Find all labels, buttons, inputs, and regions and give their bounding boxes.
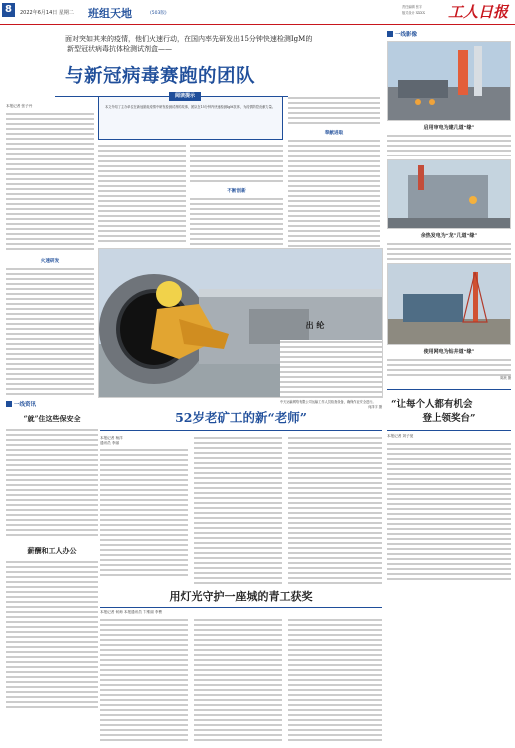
main-byline: 本报记者 张子丹 xyxy=(6,104,33,108)
news-brief-title: 一线资讯 xyxy=(14,402,37,408)
heat-plant-illustration xyxy=(388,160,511,229)
subhead-dedication: 奉献进取 xyxy=(324,131,344,136)
body-text-block xyxy=(6,112,94,252)
story-3-headline: 用灯光守护一座城的青工获奖 xyxy=(169,590,313,603)
body-text-block xyxy=(387,442,511,580)
body-text-block xyxy=(387,242,511,260)
news-brief-tag xyxy=(6,400,98,408)
body-text-block xyxy=(194,436,282,586)
story-2-headline: 52岁老矿工的新“老师” xyxy=(175,410,307,425)
subhead-innovation: 不断创新 xyxy=(227,189,246,194)
story-3-byline: 本报记者 何师 本报通讯员 卞维丽 李曹 xyxy=(100,610,163,614)
news-brief-column xyxy=(6,400,98,740)
photo-caption-title: 出 纶 xyxy=(305,320,325,330)
body-text-block xyxy=(100,618,188,744)
story-3 xyxy=(100,588,382,744)
power-plant-photo-1 xyxy=(387,41,511,121)
drilling-rig-illustration xyxy=(388,264,511,345)
body-text-block xyxy=(6,267,94,397)
section-title: 班组天地 xyxy=(88,7,132,20)
kicker-line-1: 面对突如其来的疫情，他们火速行动，在国内率先研发出15分钟快速检测IgM的 xyxy=(65,35,313,43)
story-2-col-1 xyxy=(100,436,188,586)
body-text-block xyxy=(288,618,382,744)
body-text-block xyxy=(190,144,283,184)
body-text-block xyxy=(194,618,282,744)
body-text-block xyxy=(288,139,380,247)
kicker xyxy=(65,34,385,54)
right-column xyxy=(387,30,511,744)
newspaper-logo: 工人日报 xyxy=(448,3,509,21)
body-text-block xyxy=(288,96,380,126)
main-headline: 与新冠病毒赛跑的团队 xyxy=(65,66,256,87)
photo-3-caption: 使用网电为钻井道“缘” xyxy=(423,349,475,355)
photo-2-caption: 余热发电为“龙”几道“缘” xyxy=(420,233,478,239)
page-number-badge xyxy=(2,3,15,17)
section-marker-icon xyxy=(387,31,393,37)
issue-date: 2022年6月14日 星期二 xyxy=(20,10,74,16)
intro-box-title: 阅读提示 xyxy=(169,92,201,101)
masthead-rule xyxy=(0,24,515,25)
photo-1-caption: 启用审电为建几道“缘” xyxy=(423,125,475,131)
section-tag: (503版) xyxy=(150,11,167,16)
main-story-col-3 xyxy=(190,144,283,244)
main-story-col-2 xyxy=(98,144,186,244)
story-3-col-1 xyxy=(100,618,188,744)
quote-headline-box xyxy=(387,389,511,431)
body-text-block xyxy=(190,197,283,247)
photo-feature-tag xyxy=(387,30,511,38)
news-item-2-title: 薪酬和工人办公 xyxy=(27,546,77,555)
story-2-col-3 xyxy=(288,436,382,586)
power-plant-photo-2 xyxy=(387,159,511,229)
kicker-line-2: 新型冠状病毒抗体检测试剂盒—— xyxy=(67,45,172,53)
story-2-rule xyxy=(100,430,382,431)
story-3-col-2 xyxy=(194,618,282,744)
story-3-rule xyxy=(100,607,382,608)
story-2-col-2 xyxy=(194,436,282,586)
main-story-col-4 xyxy=(288,96,380,246)
masthead xyxy=(0,0,515,28)
intro-box-text: 本文介绍了主办单位在新冠肺炎疫情中研发检测试剂的故事，团队在15分钟内快速检测IgM抗体，为疫情防控贡献力量。 xyxy=(105,105,275,109)
photo-caption-text: 中天运输网络有限公司运输工作人员检查设备，确保作业安全进行。 xyxy=(280,400,376,404)
photo-caption-author: 何泽宇 摄 xyxy=(368,404,382,409)
body-text-block xyxy=(288,436,382,586)
body-text-block xyxy=(6,560,98,710)
main-story-col-1 xyxy=(6,104,94,394)
photo-author: 陈欣 摄 xyxy=(500,376,511,380)
story-2-byline-1: 本报记者 杨洋 xyxy=(100,436,123,440)
body-text-block xyxy=(100,448,188,578)
subhead-speed: 火速研发 xyxy=(40,259,60,265)
power-plant-illustration xyxy=(388,42,511,121)
story-2-byline-2: 通讯员 李丽 xyxy=(100,441,120,446)
body-text-block xyxy=(98,144,186,244)
photo-feature-title: 一线影像 xyxy=(395,32,418,38)
body-text-block xyxy=(387,134,511,156)
drilling-photo xyxy=(387,263,511,345)
right-byline: 本报记者 刘子宽 xyxy=(387,433,414,438)
section-marker-icon xyxy=(6,401,12,407)
quote-headline-line-2: 登上领奖台” xyxy=(422,412,476,424)
news-item-1-title: “就”住这些保安全 xyxy=(23,414,81,423)
body-text-block xyxy=(280,340,382,400)
story-2 xyxy=(100,404,382,584)
story-3-col-3 xyxy=(288,618,382,744)
page-number: 8 xyxy=(5,4,12,15)
body-text-block xyxy=(6,428,98,538)
design-credit: 版式设计 XXXX xyxy=(402,11,425,15)
intro-box xyxy=(98,93,283,140)
quote-headline-line-1: “让每个人都有机会 xyxy=(391,398,473,410)
editor-credit: 责任编辑 张宇 xyxy=(402,5,423,9)
body-text-block xyxy=(387,358,511,376)
